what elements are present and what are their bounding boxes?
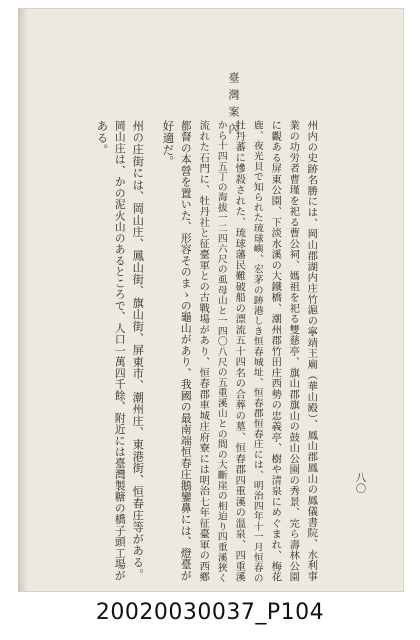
body-column-12: ある。 [95,120,110,156]
body-column-11: 岡山庄は、かの泥火山のあるところで、人口一萬四千餘、附近には臺灣製糖の橋子頭工場が [113,120,127,582]
body-column-8: 都督の本營を置いた、形容そのまゝの龜山があり、我國の最南端恒春庄鵝鑾鼻には、燈臺が [179,120,193,582]
body-column-10: 州の庄街には、岡山庄、鳳山街、旗山街、屏東市、潮州庄、東港街、恒春庄等がある。 [131,120,145,581]
body-column-4: 鹿、夜光貝で知られた琉球嶼、宏茅の跡港しき恒春城址、恒春郡恒春庄には、明治四年十一月恒春の [251,120,263,584]
body-column-1: 州内の史跡名勝には、岡山郡湖内庄竹滬の寧靖王廟（華山殿）、鳳山郡鳳山の鳳儀書院、水利事 [305,120,318,582]
image-id-caption: 20020030037_P104 [95,600,325,625]
body-column-9: 好適だ。 [161,120,176,168]
body-column-6: から十四五丁の海拔一二四六尺の虱母山と一四〇八尺の五重溪山との間の大斷崖の相迫り四重溪狹く [215,120,227,584]
page-number: 八〇 [354,472,367,494]
page-gutter-shadow [18,8,28,592]
body-column-5: 牡丹蕃に慘殺された、琉球藩民難破船の漂流五十四名の合葬の墓、恒春郡四重溪の溫泉、四重溪 [233,120,246,583]
book-page [18,8,404,592]
body-column-3: に觀ある屏東公園、下淡水溪の大鐵橋、潮州郡竹田庄西勢の忠義亭、樹や清泉にめぐまれ、梅花 [269,120,282,583]
body-column-2: 業の功労者曹瑾を祀る曹公祠、媽祖を祀る雙慈亭、旗山郡旗山の鼓山公園の秀景、完ら壽林公園 [287,120,300,583]
running-title: 臺灣案內 [227,72,240,140]
body-column-7: 流れた石門に、牡丹社と征臺軍との古戰場があり、恒春郡車城庄府寮には明治七年征臺軍の西鄕 [197,120,210,583]
